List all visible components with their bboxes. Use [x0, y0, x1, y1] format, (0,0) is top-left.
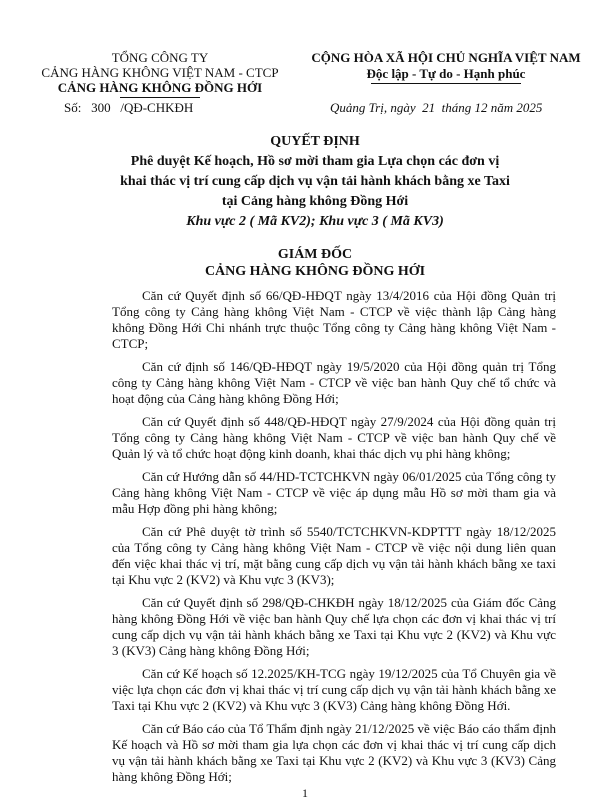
paragraph: Căn cứ Phê duyệt tờ trình số 5540/TCTCHKVN-KDPTTT ngày 18/12/2025 của Tổng công ty Cảng hàng không Việt Nam - CTCP về việc nội dung liên quan đến việc khai thác vị trí, mặt bằng cung cấp dịch vụ vận tải hành khách bằng xe taxi tại Khu vực 2 (KV2) và Khu vực 3 (KV3); [112, 524, 556, 587]
paragraph: Căn cứ Báo cáo của Tổ Thẩm định ngày 21/12/2025 về việc Báo cáo thẩm định Kế hoạch và Hồ sơ mời tham gia lựa chọn các đơn vị khai thác vị trí cung cấp dịch vụ vận tải hành khách bằng xe Taxi tại Khu vực 2 (KV2) và Khu vực 3 (KV3) Cảng hàng không Đồng Hới; [112, 721, 556, 784]
motto-underline [371, 83, 521, 84]
decision-heading: QUYẾT ĐỊNH [270, 134, 360, 149]
paragraph: Căn cứ định số 146/QĐ-HĐQT ngày 19/5/2020 của Hội đồng quản trị Tổng công ty Cảng hàng không Việt Nam - CTCP về việc ban hành Quy chế tổ chức và hoạt động của Cảng hàng không Đồng Hới; [112, 359, 556, 406]
issuer-parent: TỔNG CÔNG TY [111, 50, 209, 65]
authority-org: CẢNG HÀNG KHÔNG ĐỒNG HỚI [204, 264, 426, 279]
decision-subject-3: tại Cảng hàng không Đồng Hới [221, 194, 409, 209]
issuer-header [40, 50, 280, 98]
date-prefix: Quảng Trị, ngày [330, 100, 416, 115]
national-title: CỘNG HÒA XÃ HỘI CHỦ NGHĨA VIỆT NAM [311, 50, 581, 65]
number-label: Số: [64, 100, 82, 115]
national-motto: Độc lập - Tự do - Hạnh phúc [366, 66, 526, 81]
paragraph: Căn cứ Quyết định số 298/QĐ-CHKĐH ngày 18/12/2025 của Giám đốc Cảng hàng không Đồng Hới về việc ban hành Quy chế lựa chọn các đơn vị khai thác vị trí cung cấp dịch vụ vận tải hành khách bằng xe Taxi tại Khu vực 2 (KV2) và Khu vực 3 (KV3) Cảng hàng không Đồng Hới; [112, 595, 556, 658]
date-day: 21 [422, 100, 436, 115]
decision-title [60, 132, 570, 232]
decision-subject-4: Khu vực 2 ( Mã KV2); Khu vực 3 ( Mã KV3) [186, 214, 444, 229]
document-date [330, 100, 542, 116]
document-body [112, 288, 556, 792]
number-value: 300 [91, 100, 111, 115]
decision-subject-2: khai thác vị trí cung cấp dịch vụ vận tải hành khách bằng xe Taxi [120, 174, 510, 189]
decision-subject-1: Phê duyệt Kế hoạch, Hồ sơ mời tham gia Lựa chọn các đơn vị [130, 154, 500, 169]
paragraph: Căn cứ Hướng dẫn số 44/HD-TCTCHKVN ngày 06/01/2025 của Tổng công ty Cảng hàng không Việt Nam - CTCP về việc áp dụng mẫu Hồ sơ mời tham gia và mẫu Hợp đồng phi hàng không; [112, 469, 556, 516]
national-header [296, 50, 596, 84]
issuer-underline [120, 97, 200, 98]
paragraph: Căn cứ Quyết định số 448/QĐ-HĐQT ngày 27/9/2024 của Hội đồng quản trị Tổng công ty Cảng hàng không Việt Nam - CTCP về việc ban hành Quy chế về Quản lý và tổ chức hoạt động kinh doanh, khai thác dịch vụ phi hàng không; [112, 414, 556, 461]
issuer-name: CẢNG HÀNG KHÔNG ĐỒNG HỚI [57, 80, 263, 95]
issuer-parent-full: CẢNG HÀNG KHÔNG VIỆT NAM - CTCP [41, 65, 279, 80]
number-code: /QĐ-CHKĐH [120, 100, 194, 115]
paragraph: Căn cứ Quyết định số 66/QĐ-HĐQT ngày 13/4/2016 của Hội đồng Quản trị Tổng công ty Cảng hàng không Việt Nam - CTCP về việc thành lập Cảng hàng không Đồng Hới Chi nhánh trực thuộc Tổng công ty Cảng hàng không Việt Nam - CTCP; [112, 288, 556, 351]
authority-block [60, 246, 570, 280]
document-number [64, 100, 193, 116]
authority-title: GIÁM ĐỐC [277, 247, 353, 262]
paragraph: Căn cứ Kế hoạch số 12.2025/KH-TCG ngày 19/12/2025 của Tổ Chuyên gia về việc lựa chọn các đơn vị khai thác vị trí cung cấp dịch vụ vận tải hành khách bằng xe Taxi tại Khu vực 2 (KV2) và Khu vực 3 (KV3) Cảng hàng không Đồng Hới. [112, 666, 556, 713]
date-month-year: tháng 12 năm 2025 [441, 100, 543, 115]
page-number: 1 [302, 786, 308, 800]
